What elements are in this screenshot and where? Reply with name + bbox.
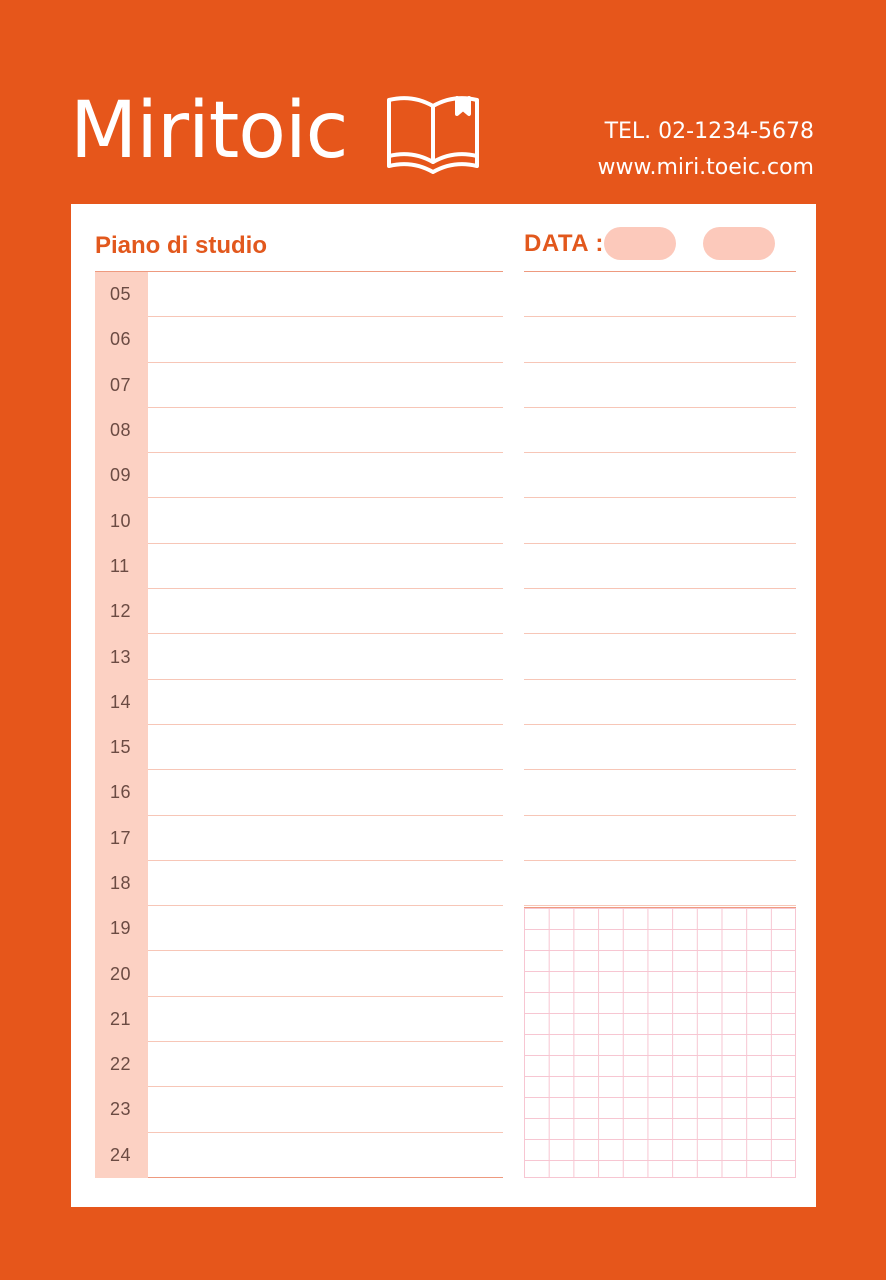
hour-writing-line[interactable] [148, 589, 503, 634]
hour-row[interactable] [95, 1133, 503, 1178]
phone-text: TEL. 02-1234-5678 [604, 119, 814, 144]
note-line[interactable] [524, 725, 796, 770]
hour-writing-line[interactable] [148, 363, 503, 408]
plan-title: Piano di studio [95, 232, 267, 259]
contact-info [598, 114, 814, 186]
hour-row[interactable] [95, 589, 503, 634]
hour-row[interactable] [95, 317, 503, 362]
hour-label: 18 [95, 861, 148, 906]
hour-writing-line[interactable] [148, 816, 503, 861]
hour-label: 10 [95, 498, 148, 543]
hour-row[interactable] [95, 725, 503, 770]
hour-writing-line[interactable] [148, 997, 503, 1042]
note-line[interactable] [524, 317, 796, 362]
hour-row[interactable] [95, 861, 503, 906]
hour-label: 19 [95, 906, 148, 951]
hour-label: 20 [95, 951, 148, 996]
hour-writing-line[interactable] [148, 634, 503, 679]
hour-writing-line[interactable] [148, 1087, 503, 1132]
hour-label: 24 [95, 1133, 148, 1178]
hour-writing-line[interactable] [148, 1133, 503, 1178]
hour-row[interactable] [95, 997, 503, 1042]
hour-label: 21 [95, 997, 148, 1042]
hour-label: 22 [95, 1042, 148, 1087]
hour-label: 14 [95, 680, 148, 725]
hour-row[interactable] [95, 770, 503, 815]
hour-label: 15 [95, 725, 148, 770]
notes-lines [524, 271, 796, 906]
note-line[interactable] [524, 544, 796, 589]
hour-row[interactable] [95, 408, 503, 453]
note-line[interactable] [524, 272, 796, 317]
hour-writing-line[interactable] [148, 272, 503, 317]
hour-writing-line[interactable] [148, 1042, 503, 1087]
hour-row[interactable] [95, 544, 503, 589]
hour-writing-line[interactable] [148, 951, 503, 996]
note-line[interactable] [524, 589, 796, 634]
hour-row[interactable] [95, 498, 503, 543]
hour-row[interactable] [95, 906, 503, 951]
date-label: DATA : [524, 230, 604, 257]
hour-label: 05 [95, 272, 148, 317]
hour-label: 08 [95, 408, 148, 453]
hour-writing-line[interactable] [148, 725, 503, 770]
planner-sheet [71, 204, 816, 1207]
hour-writing-line[interactable] [148, 906, 503, 951]
hour-label: 06 [95, 317, 148, 362]
hour-writing-line[interactable] [148, 408, 503, 453]
note-line[interactable] [524, 770, 796, 815]
hour-writing-line[interactable] [148, 680, 503, 725]
note-line[interactable] [524, 680, 796, 725]
hour-row[interactable] [95, 1042, 503, 1087]
hour-label: 07 [95, 363, 148, 408]
note-line[interactable] [524, 453, 796, 498]
hour-label: 09 [95, 453, 148, 498]
hour-writing-line[interactable] [148, 544, 503, 589]
note-line[interactable] [524, 816, 796, 861]
hour-row[interactable] [95, 816, 503, 861]
hour-writing-line[interactable] [148, 861, 503, 906]
hour-row[interactable] [95, 363, 503, 408]
hour-writing-line[interactable] [148, 498, 503, 543]
hour-writing-line[interactable] [148, 453, 503, 498]
hour-row[interactable] [95, 453, 503, 498]
hour-row[interactable] [95, 272, 503, 317]
date-field-1[interactable] [604, 227, 676, 260]
note-line[interactable] [524, 861, 796, 906]
hour-row[interactable] [95, 634, 503, 679]
hour-row[interactable] [95, 1087, 503, 1132]
grid-notes-area[interactable] [524, 907, 796, 1178]
hour-label: 16 [95, 770, 148, 815]
note-line[interactable] [524, 408, 796, 453]
website-text: www.miri.toeic.com [597, 155, 814, 180]
note-line[interactable] [524, 634, 796, 679]
hour-row[interactable] [95, 951, 503, 996]
hour-label: 12 [95, 589, 148, 634]
hour-label: 23 [95, 1087, 148, 1132]
note-line[interactable] [524, 363, 796, 408]
hour-label: 11 [95, 544, 148, 589]
brand-title: Miritoic [70, 86, 348, 176]
open-book-icon [385, 94, 481, 176]
note-line[interactable] [524, 498, 796, 543]
hour-writing-line[interactable] [148, 317, 503, 362]
hour-writing-line[interactable] [148, 770, 503, 815]
date-field-2[interactable] [703, 227, 775, 260]
hour-schedule [95, 271, 503, 1178]
hour-label: 13 [95, 634, 148, 679]
hour-label: 17 [95, 816, 148, 861]
hour-row[interactable] [95, 680, 503, 725]
